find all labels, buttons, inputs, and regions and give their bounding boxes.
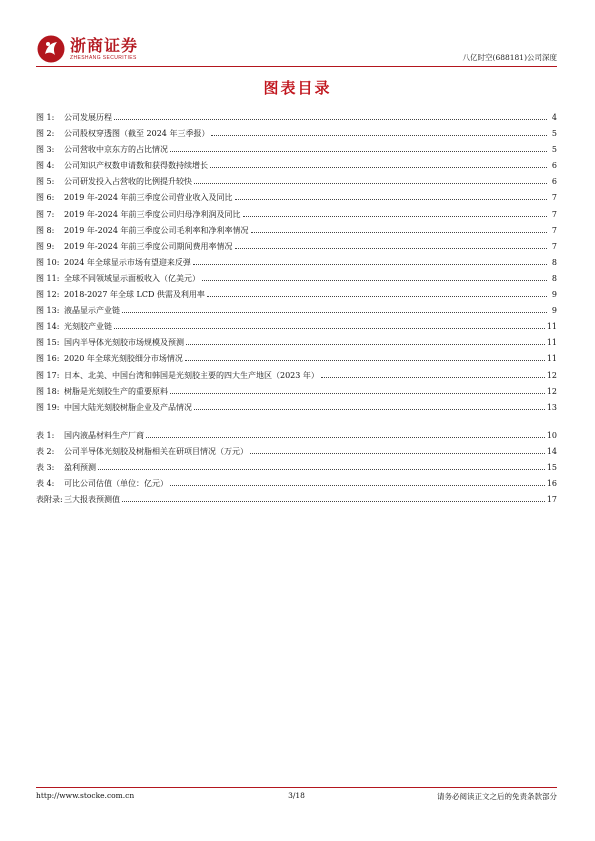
toc-entry-label: 表 4: <box>36 479 55 489</box>
toc-entry[interactable] <box>36 335 557 351</box>
toc-entry[interactable] <box>36 351 557 367</box>
toc-leader-dots <box>210 166 547 168</box>
toc-entry-title: 公司研发投入占营收的比例提升较快 <box>64 177 192 187</box>
toc-leader-dots <box>211 134 547 136</box>
toc-entry-title: 公司知识产权数申请数和获得数持续增长 <box>64 161 208 171</box>
toc-entry-page: 17 <box>546 495 557 505</box>
toc-leader-dots <box>98 468 545 470</box>
toc-entry-title: 2020 年全球光刻胶细分市场情况 <box>64 354 183 364</box>
toc-entry[interactable] <box>36 428 557 444</box>
toc-entry-page: 8 <box>551 273 557 283</box>
toc-entry-label: 表附录: <box>36 495 63 505</box>
footer-disclaimer: 请务必阅读正文之后的免责条款部分 <box>437 792 557 801</box>
toc-entry[interactable] <box>36 400 557 416</box>
toc-leader-dots <box>235 247 547 249</box>
toc-entry-page: 7 <box>551 193 557 203</box>
toc-entry[interactable] <box>36 368 557 384</box>
toc-leader-dots <box>194 182 547 184</box>
toc-entry-page: 9 <box>551 306 557 316</box>
toc-entry[interactable] <box>36 174 557 190</box>
company-logo <box>36 34 138 64</box>
header-divider <box>36 66 557 67</box>
toc-entry-label: 图 7: <box>36 209 55 219</box>
toc-entry-label: 图 4: <box>36 161 55 171</box>
toc-entry-page: 11 <box>546 322 557 332</box>
toc-entry-page: 14 <box>546 447 557 457</box>
toc-entry-page: 11 <box>546 354 557 364</box>
toc-entry-label: 图 3: <box>36 145 55 155</box>
toc-leader-dots <box>207 295 547 297</box>
toc-leader-dots <box>193 263 547 265</box>
toc-entry-title: 中国大陆光刻胶树脂企业及产品情况 <box>64 402 192 412</box>
toc-entry-page: 6 <box>551 161 557 171</box>
toc-entry-title: 2019 年-2024 年前三季度公司毛利率和净利率情况 <box>64 225 249 235</box>
page-header <box>36 30 557 70</box>
toc-entry-title: 液晶显示产业链 <box>64 306 120 316</box>
logo-mark-icon <box>36 34 66 64</box>
toc-entry[interactable] <box>36 271 557 287</box>
toc-entry-label: 图 6: <box>36 193 55 203</box>
toc-entry[interactable] <box>36 223 557 239</box>
toc-entry[interactable] <box>36 384 557 400</box>
toc-entry[interactable] <box>36 207 557 223</box>
toc-entry-title: 2019 年-2024 年前三季度公司期间费用率情况 <box>64 241 233 251</box>
toc-entry-title: 公司半导体光刻胶及树脂相关在研项目情况（万元） <box>64 447 248 457</box>
toc-entry-page: 12 <box>546 370 557 380</box>
toc-entry-label: 图 14: <box>36 322 60 332</box>
toc-entry-title: 树脂是光刻胶生产的重要原料 <box>64 386 168 396</box>
toc-leader-dots <box>146 436 545 438</box>
toc-entry-title: 可比公司估值（单位：亿元） <box>64 479 168 489</box>
toc-entry-title: 国内液晶材料生产厂商 <box>64 431 144 440</box>
toc-leader-dots <box>243 215 547 217</box>
toc-entry-page: 10 <box>546 431 557 440</box>
toc-entry-page: 5 <box>551 145 557 155</box>
toc-entry-label: 图 2: <box>36 129 55 139</box>
toc-entry-page: 7 <box>551 225 557 235</box>
toc-entry-label: 表 1: <box>36 431 55 440</box>
toc-leader-dots <box>122 500 545 502</box>
toc-entry-page: 13 <box>546 402 557 412</box>
toc-entry-page: 7 <box>551 241 557 251</box>
toc-entry[interactable] <box>36 476 557 492</box>
toc-entry-label: 图 1: <box>36 113 55 122</box>
toc-entry-label: 图 15: <box>36 338 60 348</box>
page-title: 图表目录 <box>263 79 332 97</box>
toc-leader-dots <box>202 279 547 281</box>
toc-entry-label: 图 19: <box>36 402 60 412</box>
toc-entry[interactable] <box>36 126 557 142</box>
toc-leader-dots <box>185 359 545 361</box>
toc-entry[interactable] <box>36 444 557 460</box>
toc-leader-dots <box>114 118 547 120</box>
page-footer <box>36 791 557 803</box>
toc-entry-title: 公司营收中京东方的占比情况 <box>64 145 168 155</box>
toc-entry-title: 2024 年全球显示市场有望迎来反弹 <box>64 257 191 267</box>
toc-entry-page: 6 <box>551 177 557 187</box>
footer-url[interactable]: http://www.stocke.com.cn <box>36 791 135 800</box>
toc-entry[interactable] <box>36 158 557 174</box>
toc-leader-dots <box>194 408 545 410</box>
toc-entry-page: 7 <box>551 209 557 219</box>
toc-entry[interactable] <box>36 239 557 255</box>
toc-entry-label: 表 2: <box>36 447 55 457</box>
toc-entry[interactable] <box>36 492 557 508</box>
toc-leader-dots <box>251 231 547 233</box>
toc-entry-title: 三大报表预测值 <box>64 495 120 505</box>
toc-entry-page: 4 <box>551 113 557 122</box>
logo-name: 浙商证券 <box>70 35 139 55</box>
toc-entry-page: 12 <box>546 386 557 396</box>
toc-entry-page: 11 <box>546 338 557 348</box>
toc-entry-title: 2019 年-2024 年前三季度公司营业收入及同比 <box>64 193 233 203</box>
table-list <box>36 428 557 508</box>
toc-entry-label: 图 8: <box>36 225 55 235</box>
toc-entry-title: 公司发展历程 <box>64 113 112 122</box>
toc-entry-label: 图 13: <box>36 306 60 316</box>
toc-entry-page: 8 <box>551 257 557 267</box>
toc-entry[interactable] <box>36 287 557 303</box>
toc-entry-title: 全球不同领域显示面板收入（亿美元） <box>64 273 200 283</box>
toc-entry-page: 16 <box>546 479 557 489</box>
toc-entry-label: 图 11: <box>36 273 60 283</box>
toc-entry-title: 2019 年-2024 年前三季度公司归母净利润及同比 <box>64 209 241 219</box>
toc-leader-dots <box>114 327 545 329</box>
toc-entry-page: 15 <box>546 463 557 473</box>
toc-entry-title: 盈利预测 <box>64 463 96 473</box>
toc-entry-label: 图 9: <box>36 241 55 251</box>
toc-entry[interactable] <box>36 255 557 271</box>
toc-leader-dots <box>122 311 547 313</box>
logo-subname: ZHESHANG SECURITIES <box>70 54 137 61</box>
toc-entry[interactable] <box>36 142 557 158</box>
toc-entry-label: 图 12: <box>36 290 60 300</box>
toc-leader-dots <box>250 452 545 454</box>
toc-entry[interactable] <box>36 460 557 476</box>
toc-leader-dots <box>186 343 545 345</box>
toc-leader-dots <box>321 376 545 378</box>
toc-entry-title: 公司股权穿透图（截至 2024 年三季报） <box>64 129 210 139</box>
toc-entry-label: 图 16: <box>36 354 60 364</box>
footer-divider <box>36 787 557 788</box>
toc-leader-dots <box>170 392 545 394</box>
toc-entry-title: 2018-2027 年全球 LCD 供需及利用率 <box>64 290 205 300</box>
toc-entry-title: 光刻胶产业链 <box>64 322 112 332</box>
toc-entry[interactable] <box>36 319 557 335</box>
toc-entry-page: 9 <box>551 290 557 300</box>
toc-entry[interactable] <box>36 190 557 206</box>
toc-entry[interactable] <box>36 303 557 319</box>
toc-entry-title: 国内半导体光刻胶市场规模及预测 <box>64 338 184 348</box>
toc-entry-label: 图 17: <box>36 370 60 380</box>
toc-entry-label: 图 10: <box>36 257 60 267</box>
toc-entry[interactable] <box>36 110 557 126</box>
toc-entry-label: 图 18: <box>36 386 60 396</box>
toc-entry-label: 图 5: <box>36 177 55 187</box>
toc-leader-dots <box>170 150 547 152</box>
page-number: 3/18 <box>288 791 305 800</box>
report-label: 八亿时空(688181)公司深度 <box>462 53 557 62</box>
figure-list <box>36 110 557 416</box>
toc-entry-page: 5 <box>551 129 557 139</box>
toc-entry-label: 表 3: <box>36 463 55 473</box>
toc-entry-title: 日本、北美、中国台湾和韩国是光刻胶主要的四大生产地区（2023 年） <box>64 370 319 380</box>
toc-leader-dots <box>235 198 547 200</box>
toc-leader-dots <box>170 484 545 486</box>
